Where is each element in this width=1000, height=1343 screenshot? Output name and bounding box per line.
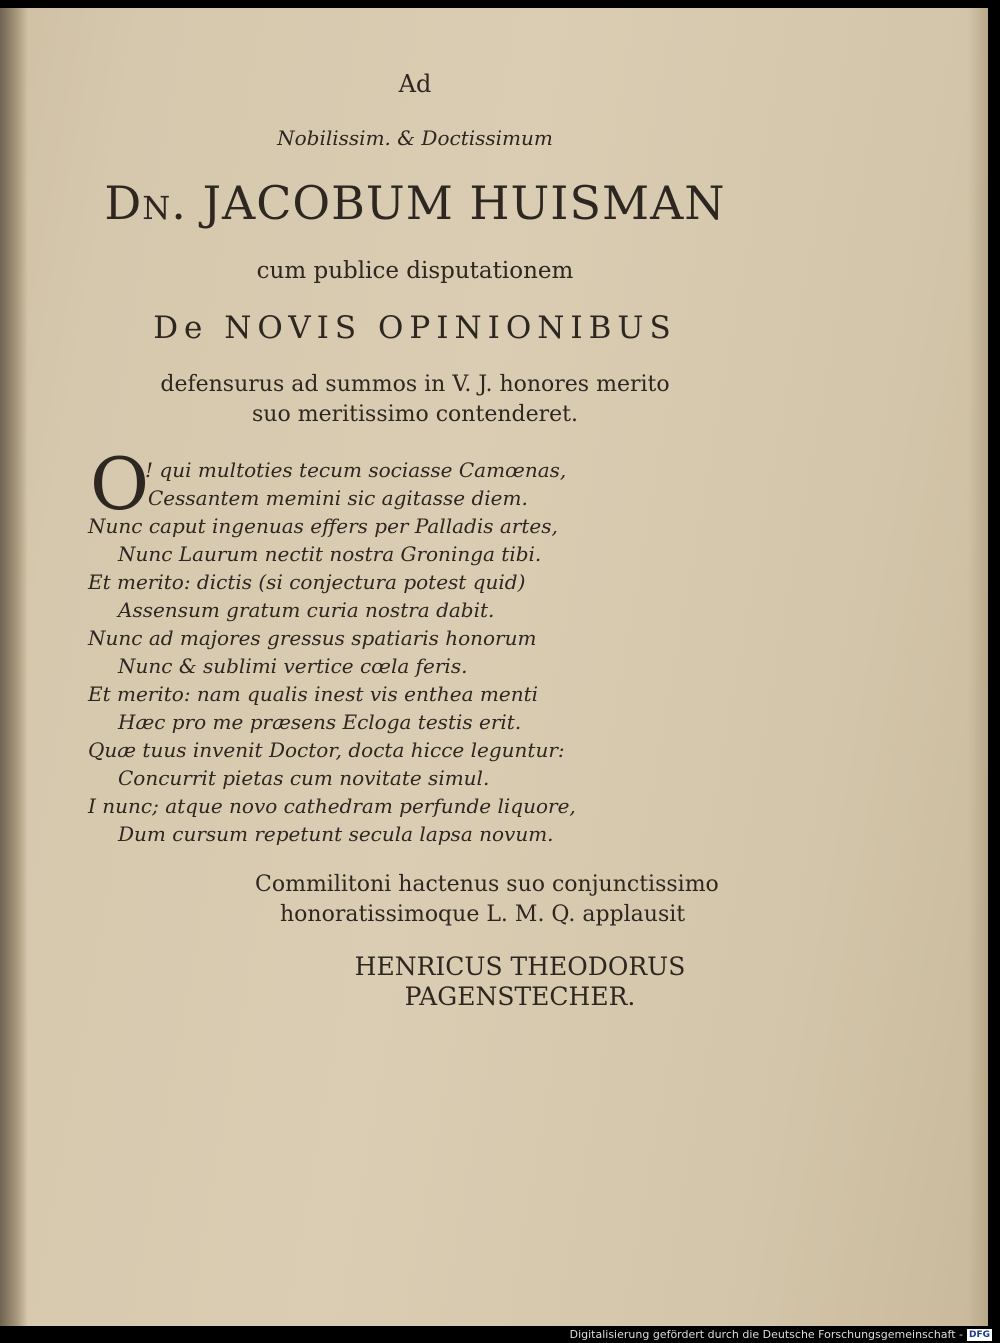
poem-line-3: Nunc caput ingenuas effers per Palladis artes,: [88, 514, 558, 538]
digitization-credit: [570, 1328, 992, 1341]
heading-ad: Ad: [398, 70, 432, 98]
poem-line-6: Assensum gratum curia nostra dabit.: [118, 598, 495, 622]
poem-line-13: I nunc; atque novo cathedram perfunde liquore,: [88, 794, 576, 818]
poem-line-14: Dum cursum repetunt secula lapsa novum.: [118, 822, 554, 846]
name-main: JACOBUM HUISMAN: [202, 176, 726, 230]
name-prefix: Dn.: [104, 176, 187, 230]
closing-line-2: honoratissimoque L. M. Q. applausit: [280, 902, 686, 927]
poem-line-7: Nunc ad majores gressus spatiaris honorum: [88, 626, 537, 650]
poem-line-9: Et merito: nam qualis inest vis enthea menti: [88, 682, 539, 706]
poem-line-1: ! qui multoties tecum sociasse Camœnas,: [145, 458, 567, 482]
defense-line-1: defensurus ad summos in V. J. honores merito: [160, 372, 670, 397]
author-name-2: PAGENSTECHER.: [404, 982, 636, 1011]
subject-line: De NOVIS OPINIONIBUS: [153, 310, 677, 346]
defense-line-2: suo meritissimo contenderet.: [252, 402, 578, 427]
poem-line-10: Hæc pro me præsens Ecloga testis erit.: [118, 710, 522, 734]
poem-line-5: Et merito: dictis (si conjectura potest quid): [88, 570, 526, 594]
closing-line-1: Commilitoni hactenus suo conjunctissimo: [255, 872, 719, 897]
dfg-logo-icon: DFG: [968, 1329, 990, 1340]
occasion-line: cum publice disputationem: [256, 258, 574, 284]
addressee-title: Nobilissim. & Doctissimum: [277, 126, 553, 150]
poem-line-8: Nunc & sublimi vertice cœla feris.: [118, 654, 468, 678]
poem-drop-cap: O: [90, 442, 150, 526]
document-page: [0, 8, 988, 1326]
poem-line-12: Concurrit pietas cum novitate simul.: [118, 766, 490, 790]
poem-line-2: Cessantem memini sic agitasse diem.: [148, 486, 528, 510]
credit-text: Digitalisierung gefördert durch die Deutsche Forschungsgemeinschaft -: [569, 1328, 963, 1341]
poem-line-4: Nunc Laurum nectit nostra Groninga tibi.: [118, 542, 542, 566]
author-name-1: HENRICUS THEODORUS: [354, 952, 686, 981]
poem-line-11: Quæ tuus invenit Doctor, docta hicce leguntur:: [88, 738, 565, 762]
addressee-name: [60, 176, 770, 230]
